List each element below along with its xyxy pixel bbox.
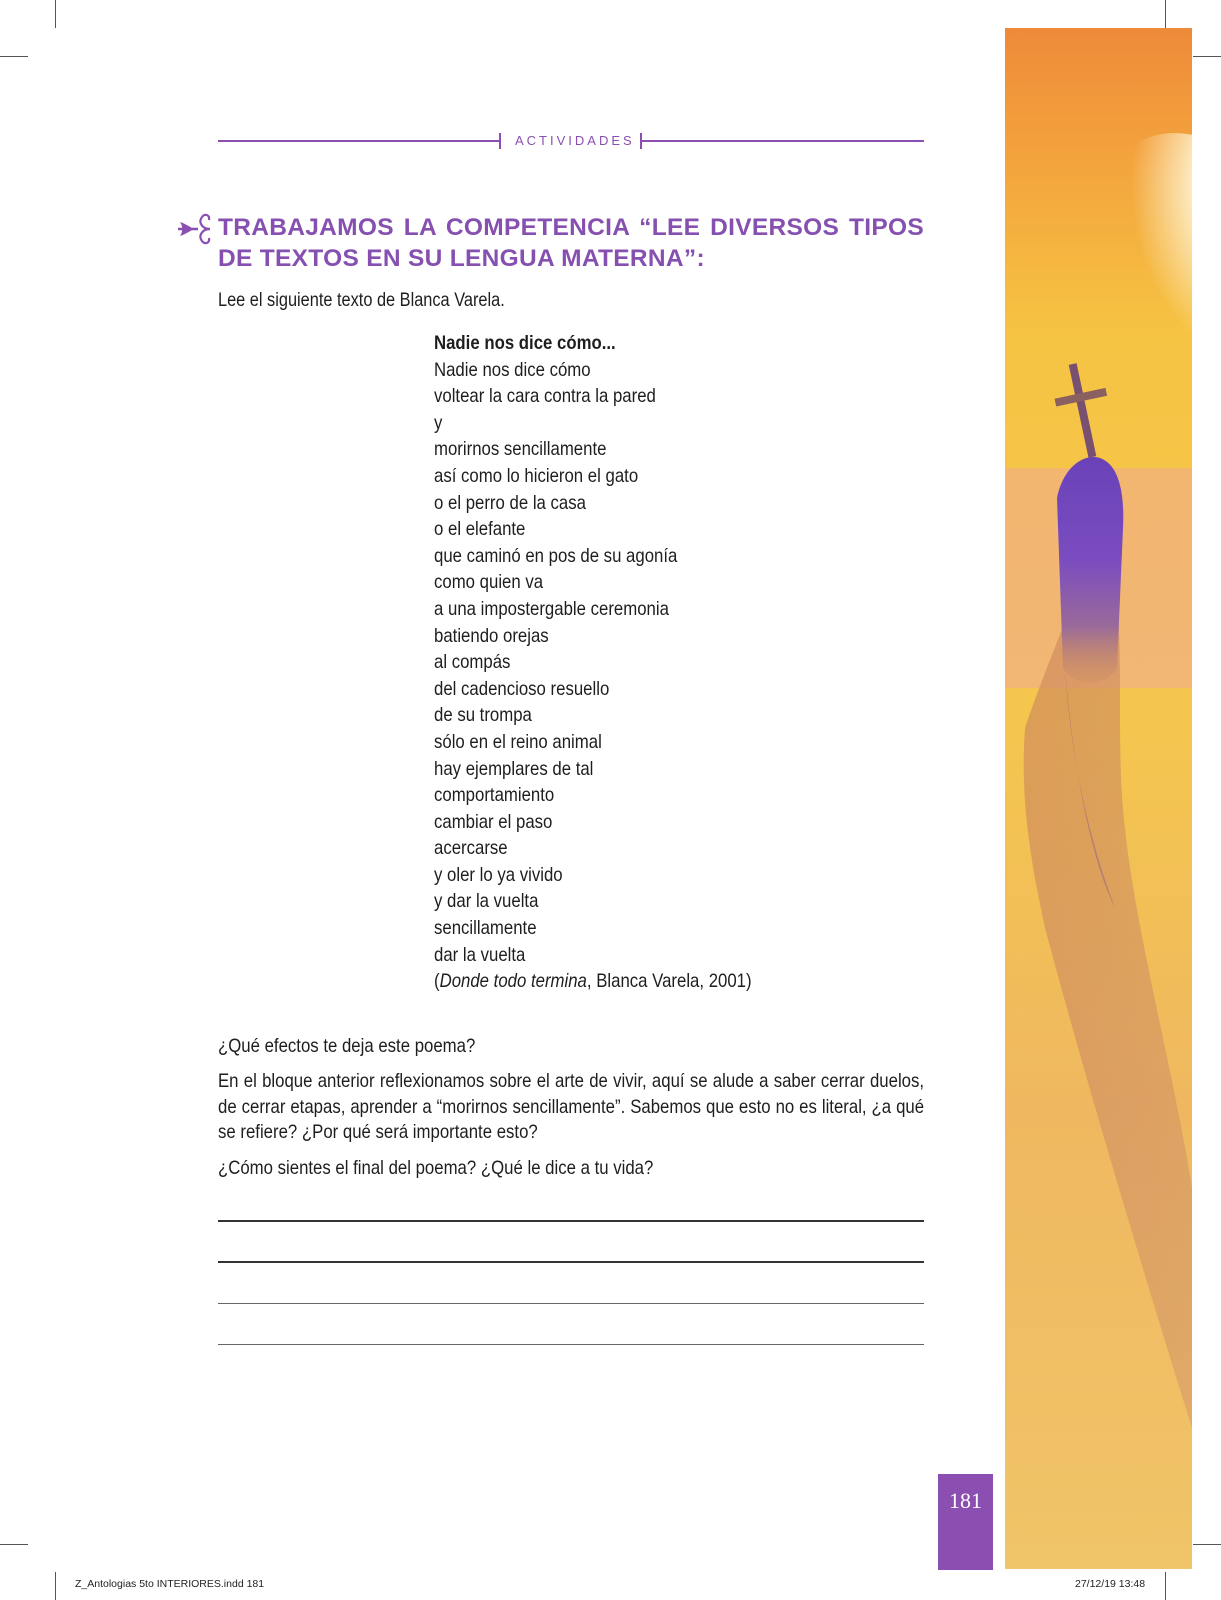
poem-line: acercarse (434, 837, 508, 860)
crop-mark (0, 56, 28, 57)
header-tick-left (499, 133, 501, 149)
fleuron-icon (176, 212, 212, 246)
crop-mark (0, 1544, 28, 1545)
question-3: ¿Cómo sientes el final del poema? ¿Qué le dice a tu vida? (218, 1157, 654, 1179)
poem-line: así como lo hicieron el gato (434, 464, 639, 487)
poem-line: y dar la vuelta (434, 890, 539, 913)
poem-line: sólo en el reino animal (434, 730, 602, 753)
footer-file: Z_Antologias 5to INTERIORES.indd 181 (75, 1578, 265, 1590)
book-title: Donde todo termina (439, 970, 587, 993)
poem-source: (Donde todo termina, Blanca Varela, 2001) (434, 970, 752, 993)
poem-line: o el elefante (434, 518, 526, 541)
poem-line: hay ejemplares de tal (434, 757, 594, 780)
crop-mark (1193, 1544, 1221, 1545)
answer-line[interactable] (218, 1344, 924, 1345)
crayon-illustration (1005, 28, 1192, 1569)
page-number: 181 (949, 1488, 982, 1513)
poem-line: Nadie nos dice cómo (434, 358, 591, 381)
poem-line: comportamiento (434, 784, 555, 807)
poem-line: y oler lo ya vivido (434, 863, 563, 886)
poem-line: dar la vuelta (434, 943, 526, 966)
answer-line[interactable] (218, 1261, 924, 1263)
header-rule-left (218, 140, 501, 142)
poem-line: batiendo orejas (434, 624, 549, 647)
header-rule-right (640, 140, 924, 142)
poem-line: de su trompa (434, 704, 532, 727)
poem-line: del cadencioso resuello (434, 677, 610, 700)
crop-mark (1193, 56, 1221, 57)
intro-text: Lee el siguiente texto de Blanca Varela. (218, 290, 505, 311)
poem-line: sencillamente (434, 917, 537, 940)
question-2: En el bloque anterior reflexionamos sobre el arte de vivir, aquí se alude a saber cerrar duelos, de cerrar etapas, aprender a “morirnos sencillamente”. Sabemos que esto no es literal, ¿a qué se refiere? ¿Por qué será importante esto? (218, 1070, 925, 1143)
question-1: ¿Qué efectos te deja este poema? (218, 1035, 476, 1057)
answer-line[interactable] (218, 1303, 924, 1304)
poem-line: y (434, 411, 443, 434)
crop-mark (1165, 1572, 1166, 1600)
crop-mark (55, 0, 56, 28)
activity-title: TRABAJAMOS LA COMPETENCIA “LEE DIVERSOS TIPOS DE TEXTOS EN SU LENGUA MATERNA”: (218, 214, 924, 272)
poem-line: al compás (434, 651, 511, 674)
poem-line: o el perro de la casa (434, 491, 586, 514)
footer-date: 27/12/19 13:48 (1075, 1578, 1146, 1590)
poem-title: Nadie nos dice cómo... (434, 332, 616, 354)
poem-line: que caminó en pos de su agonía (434, 544, 678, 567)
answer-line[interactable] (218, 1220, 924, 1222)
poem-line: como quien va (434, 571, 544, 594)
poem-line: voltear la cara contra la pared (434, 385, 656, 408)
crop-mark (55, 1572, 56, 1600)
poem-line: morirnos sencillamente (434, 438, 607, 461)
poem-line: cambiar el paso (434, 810, 553, 833)
poem (434, 330, 752, 995)
section-label: ACTIVIDADES (515, 133, 635, 148)
crop-mark (1165, 0, 1166, 28)
poem-line: a una impostergable ceremonia (434, 597, 669, 620)
